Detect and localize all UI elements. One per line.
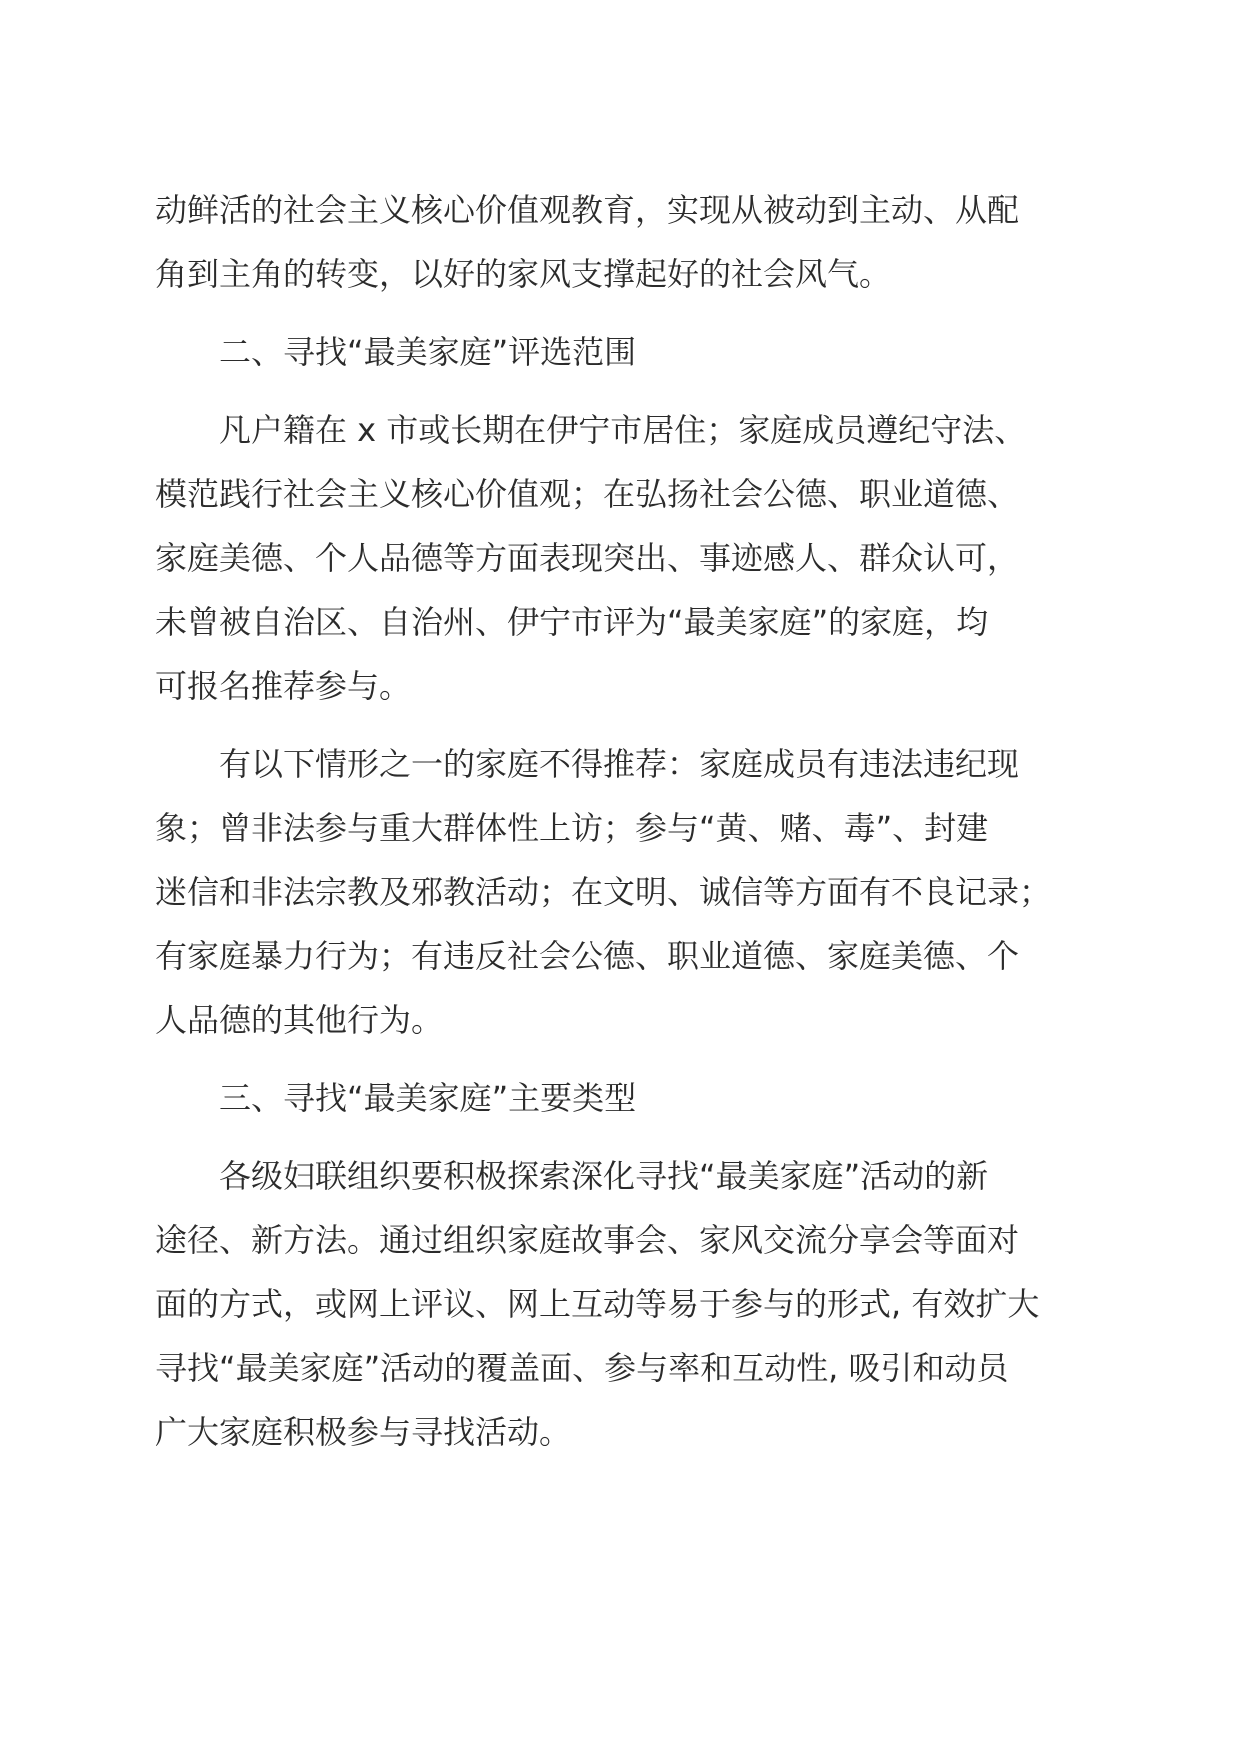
paragraph-methods — [155, 1144, 1115, 1464]
heading-text: 三、寻找“最美家庭”主要类型 — [219, 1079, 637, 1117]
text-line: 各级妇联组织要积极探索深化寻找“最美家庭”活动的新 — [219, 1157, 989, 1195]
text-line: 迷信和非法宗教及邪教活动；在文明、诚信等方面有不良记录； — [155, 873, 1052, 911]
text-line: 面的方式，或网上评议、网上互动等易于参与的形式, 有效扩大 — [155, 1285, 1040, 1323]
text-line: 有以下情形之一的家庭不得推荐：家庭成员有违法违纪现 — [219, 745, 1020, 783]
section-heading-3 — [155, 1066, 1115, 1130]
text-line: 寻找“最美家庭”活动的覆盖面、参与率和互动性, 吸引和动员 — [155, 1349, 1009, 1387]
section-heading-2 — [155, 320, 1115, 384]
text-line: 象；曾非法参与重大群体性上访；参与“黄、赌、毒”、封建 — [155, 809, 989, 847]
text-line: 角到主角的转变，以好的家风支撑起好的社会风气。 — [155, 255, 892, 293]
text-line: 人品德的其他行为。 — [155, 1001, 444, 1039]
text-line: 家庭美德、个人品德等方面表现突出、事迹感人、群众认可， — [155, 539, 1020, 577]
text-line: 凡户籍在 x 市或长期在伊宁市居住；家庭成员遵纪守法、 — [219, 411, 1027, 449]
text-line: 可报名推荐参与。 — [155, 667, 412, 705]
heading-text: 二、寻找“最美家庭”评选范围 — [219, 333, 637, 371]
text-line: 未曾被自治区、自治州、伊宁市评为“最美家庭”的家庭，均 — [155, 603, 989, 641]
paragraph-exclusions — [155, 732, 1115, 1052]
paragraph-eligibility — [155, 398, 1115, 718]
paragraph-continued — [155, 178, 1115, 306]
text-line: 途径、新方法。通过组织家庭故事会、家风交流分享会等面对 — [155, 1221, 1020, 1259]
text-line: 有家庭暴力行为；有违反社会公德、职业道德、家庭美德、个 — [155, 937, 1020, 975]
text-line: 广大家庭积极参与寻找活动。 — [155, 1413, 572, 1451]
text-line: 动鲜活的社会主义核心价值观教育，实现从被动到主动、从配 — [155, 191, 1020, 229]
document-body — [155, 178, 1115, 1478]
text-line: 模范践行社会主义核心价值观；在弘扬社会公德、职业道德、 — [155, 475, 1020, 513]
